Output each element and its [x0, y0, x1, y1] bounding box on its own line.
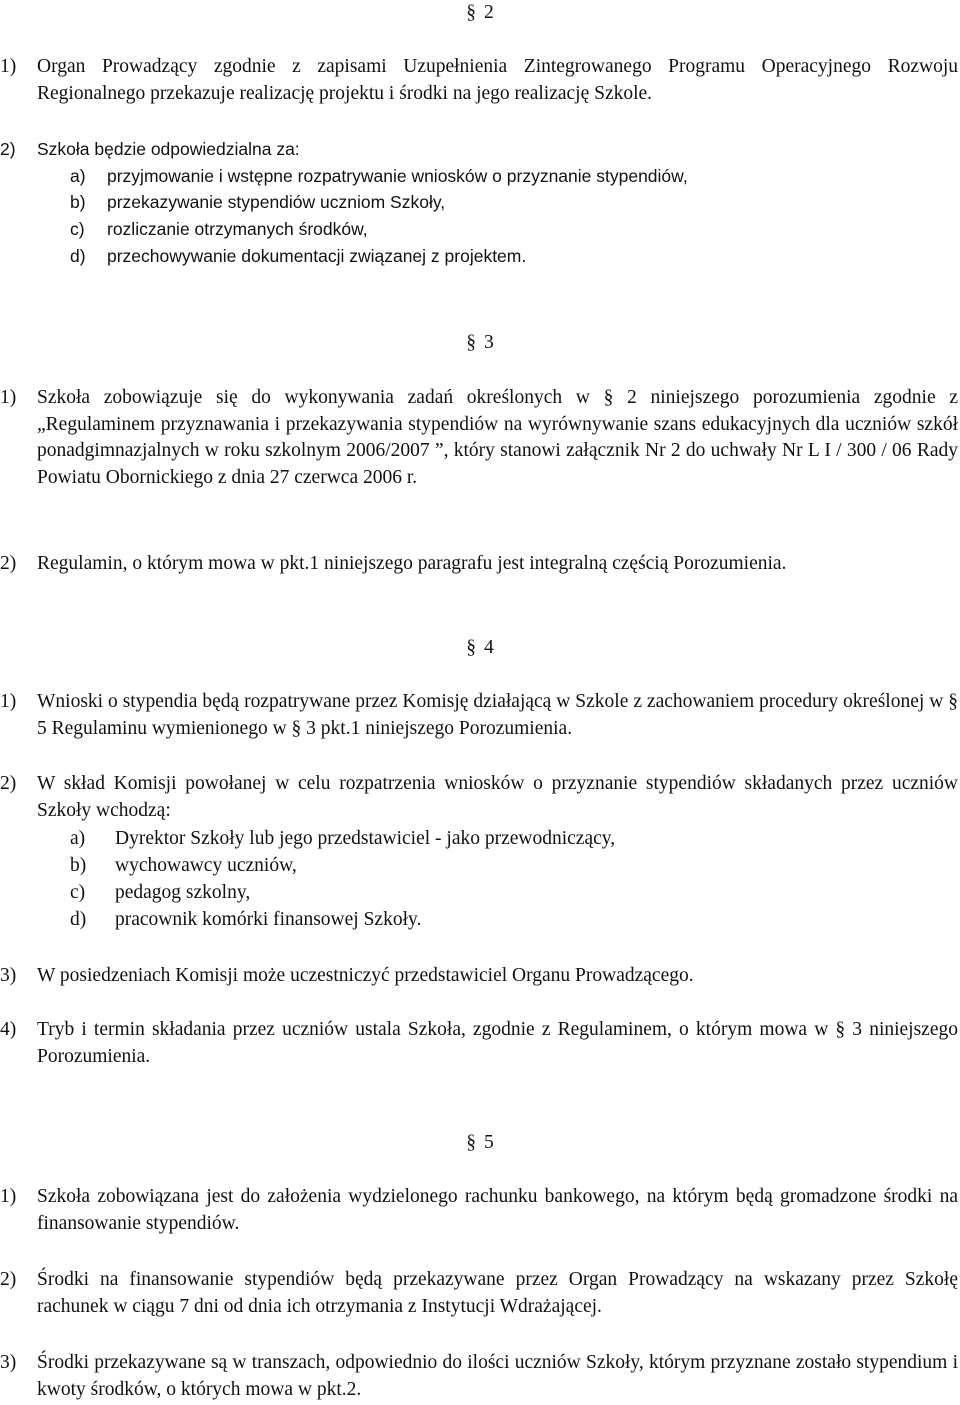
s2-subitem-b: [70, 189, 950, 216]
item-text: Tryb i termin składania przez uczniów ustala Szkoła, zgodnie z Regulaminem, o którym mowa w § 3 niniejszego Porozumienia.: [37, 1019, 958, 1067]
item-number: 1): [0, 1186, 17, 1207]
subitem-text: przyjmowanie i wstępne rozpatrywanie wniosków o przyznanie stypendiów,: [107, 166, 688, 186]
item-number: 4): [0, 1019, 17, 1040]
subitem-label: b): [70, 855, 87, 876]
s5-item-3: [0, 1350, 958, 1403]
item-number: 2): [0, 1269, 17, 1290]
section-heading-2: [0, 0, 960, 27]
s4-item-2: [0, 771, 958, 824]
s4-subitem-b: [70, 853, 950, 880]
item-text: Szkoła będzie odpowiedzialna za:: [37, 139, 300, 159]
section-symbol: §: [466, 637, 476, 658]
subitem-label: c): [70, 882, 86, 903]
subitem-text: pracownik komórki finansowej Szkoły.: [115, 909, 422, 930]
subitem-text: Dyrektor Szkoły lub jego przedstawiciel - jako przewodniczący,: [115, 828, 616, 849]
item-text: Organ Prowadzący zgodnie z zapisami Uzupełnienia Zintegrowanego Programu Operacyjnego Rozwoju Regionalnego przekazuje realizację projektu i środki na jego realizację Szkole.: [37, 56, 958, 104]
s5-item-2: [0, 1267, 958, 1320]
item-text: Środki na finansowanie stypendiów będą przekazywane przez Organ Prowadzący na wskazany przez Szkołę rachunek w ciągu 7 dni od dnia ich otrzymania z Instytucji Wdrażającej.: [37, 1269, 958, 1317]
subitem-text: wychowawcy uczniów,: [115, 855, 297, 876]
item-number: 3): [0, 965, 17, 986]
s2-item-2: [0, 136, 958, 163]
subitem-label: d): [70, 246, 86, 266]
s3-item-1: [0, 385, 958, 491]
section-heading-4: [0, 635, 960, 662]
section-symbol: §: [466, 1132, 476, 1153]
item-number: 1): [0, 691, 17, 712]
subitem-label: a): [70, 166, 86, 186]
item-number: 1): [0, 56, 17, 77]
subitem-text: przekazywanie stypendiów uczniom Szkoły,: [107, 192, 446, 212]
item-text: Wnioski o stypendia będą rozpatrywane przez Komisję działającą w Szkole z zachowaniem procedury określonej w § 5 Regulaminu wymienionego w § 3 pkt.1 niniejszego Porozumienia.: [37, 691, 958, 739]
s4-item-3: [0, 963, 958, 990]
section-symbol: §: [466, 2, 476, 23]
subitem-text: pedagog szkolny,: [115, 882, 251, 903]
item-number: 2): [0, 773, 17, 794]
section-number: 2: [484, 2, 494, 23]
subitem-text: rozliczanie otrzymanych środków,: [107, 219, 368, 239]
s2-subitem-c: [70, 216, 950, 243]
item-text: Regulamin, o którym mowa w pkt.1 niniejszego paragrafu jest integralną częścią Porozumienia.: [37, 553, 787, 574]
item-number: 1): [0, 387, 17, 408]
item-number: 2): [0, 553, 17, 574]
s2-item-1: [0, 54, 958, 107]
s4-subitem-c: [70, 880, 950, 907]
s5-item-1: [0, 1184, 958, 1237]
section-number: 5: [484, 1132, 494, 1153]
item-text: Szkoła zobowiązana jest do założenia wydzielonego rachunku bankowego, na którym będą gromadzone środki na finansowanie stypendiów.: [37, 1186, 958, 1234]
subitem-label: c): [70, 219, 85, 239]
section-heading-5: [0, 1130, 960, 1157]
subitem-label: a): [70, 828, 86, 849]
subitem-text: przechowywanie dokumentacji związanej z projektem.: [107, 246, 527, 266]
s3-item-2: [0, 551, 958, 578]
section-heading-3: [0, 330, 960, 357]
s4-subitem-d: [70, 907, 950, 934]
item-text: Szkoła zobowiązuje się do wykonywania zadań określonych w § 2 niniejszego porozumienia zgodnie z „Regulaminem przyznawania i przekazywania stypendiów na wyrównywanie szans edukacyjnych dla uczniów szkół ponadgimnazjalnych w roku szkolnym 2006/2007 ”, który stanowi załącznik Nr 2 do uchwały Nr L I / 300 / 06 Rady Powiatu Obornickiego z dnia 27 czerwca 2006 r.: [37, 387, 958, 488]
subitem-label: d): [70, 909, 87, 930]
s4-subitem-a: [70, 826, 950, 853]
item-number: 2): [0, 139, 16, 159]
section-symbol: §: [466, 332, 476, 353]
s4-item-1: [0, 689, 958, 742]
s2-subitem-a: [70, 163, 950, 190]
s2-subitem-d: [70, 243, 950, 270]
item-text: W skład Komisji powołanej w celu rozpatrzenia wniosków o przyznanie stypendiów składanych przez uczniów Szkoły wchodzą:: [37, 773, 958, 821]
section-number: 4: [484, 637, 494, 658]
item-text: Środki przekazywane są w transzach, odpowiednio do ilości uczniów Szkoły, którym przyznane zostało stypendium i kwoty środków, o których mowa w pkt.2.: [37, 1352, 958, 1400]
s4-item-4: [0, 1017, 958, 1070]
item-text: W posiedzeniach Komisji może uczestniczyć przedstawiciel Organu Prowadzącego.: [37, 965, 694, 986]
subitem-label: b): [70, 192, 86, 212]
item-number: 3): [0, 1352, 17, 1373]
section-number: 3: [484, 332, 494, 353]
